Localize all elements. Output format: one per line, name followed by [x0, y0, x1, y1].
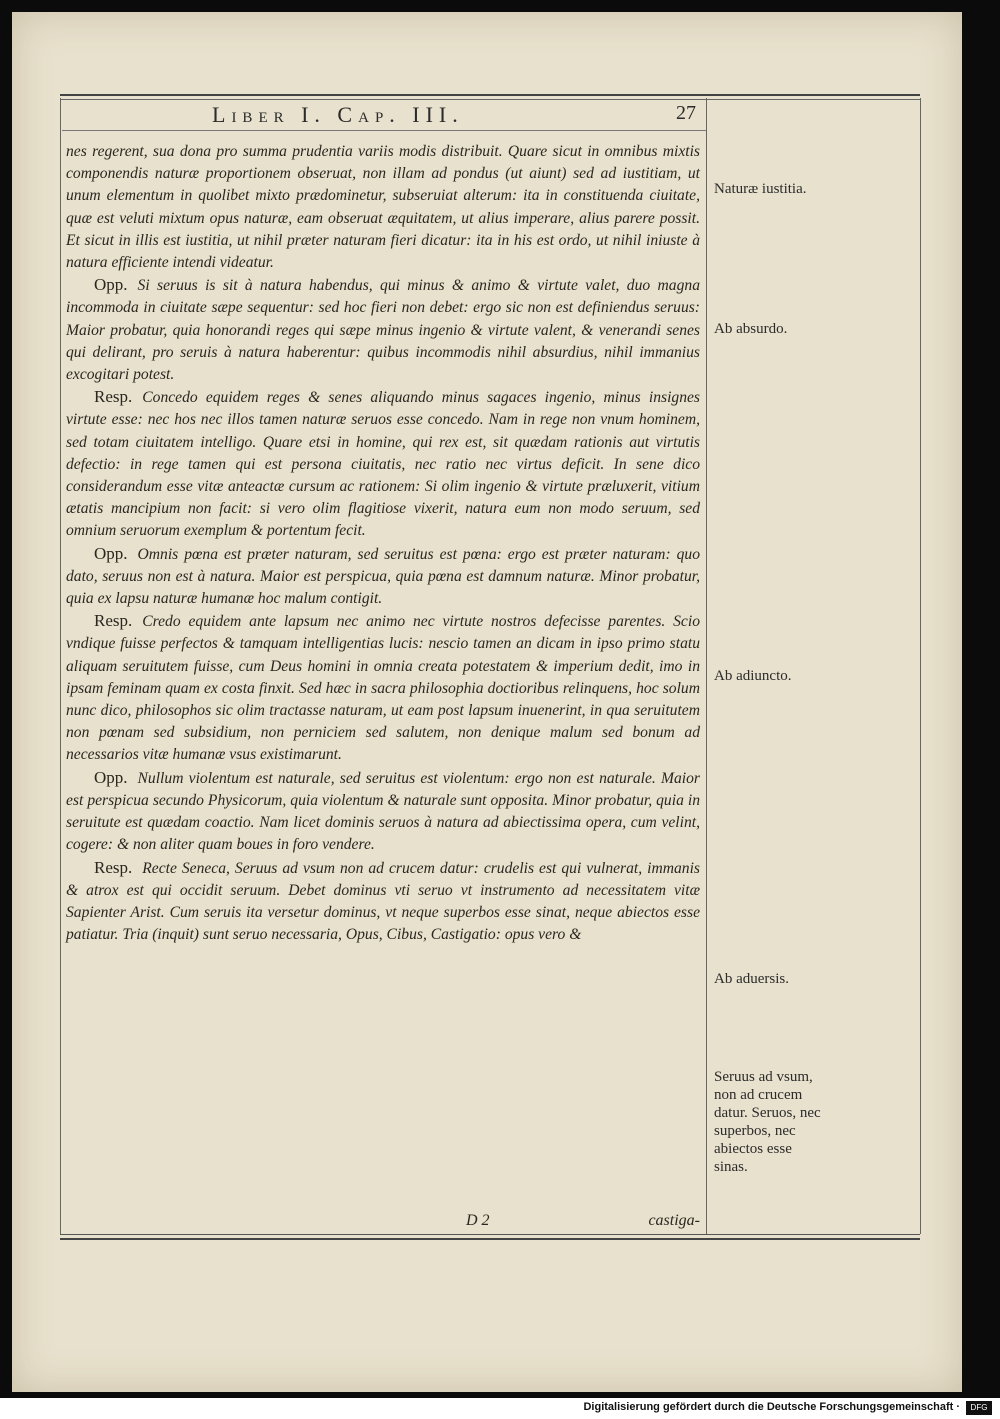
running-title: Liber I. Cap. III.	[212, 102, 464, 127]
paragraph	[66, 274, 700, 386]
paragraph-text: Si seruus is sit à natura habendus, qui minus & animo & virtute valet, duo magna incommoda in ciuitate sæpe sequentur: sed hoc fieri non debet: ergo sic non est definiendus seruus: Maior probatur, quia honorandi reges qui sæpe minus ingenio & virtute valent, & venerandi senes qui delirant, pro seruis à natura haberentur: quibus incommodis nihil absurdius, nihil immanius excogitari potest.	[66, 277, 700, 384]
paragraph	[66, 857, 700, 947]
bottom-rule	[60, 1234, 920, 1240]
scanned-page	[12, 12, 962, 1392]
paragraph-text: Recte Seneca, Seruus ad vsum non ad crucem datur: crudelis est qui vulnerat, immanis & atrox est qui occidit seruum. Debet dominus vti seruo vt instrumento ad necessitatem vitæ Sapienter Arist. Cum seruis ita versetur dominus, vt neque superbos esse sinat, neque abiectos esse patiatur. Tria (inquit) sunt seruo necessaria, Opus, Cibus, Castigatio: opus vero &	[66, 859, 700, 944]
paragraph-label: Opp.	[94, 543, 128, 563]
page-number: 27	[676, 102, 696, 124]
paragraph-label: Resp.	[94, 611, 133, 631]
margin-note: Seruus ad vsum, non ad crucem datur. Seruos, nec superbos, nec abiectos esse sinas.	[714, 1069, 821, 1175]
signature-mark: D 2	[466, 1212, 490, 1229]
margin-note: Ab adiuncto.	[714, 668, 792, 684]
paragraph-text: Credo equidem ante lapsum nec animo nec virtute nostros defecisse parentes. Scio vndique fuisse perfectos & tamquam intelligentias lucis: nescio tamen an dicam in ipso primo statu aliquam seruitutem fuisse, cum Deus homini in omnia creata potestatem & imperium dedit, imo in ipsam feminam quam ex costa finxit. Sed hæc in sacra philosophia doctioribus relinquens, hoc solum nunc dico, philosophos sic olim tractasse naturam, ut eam post lapsum inuenerint, in qua seruitutem non pœnam sed subsidium, non perniciem sed salutem, non denique malum sed bonum ad necessarios vitæ humanæ vsus existimarunt.	[66, 613, 700, 764]
paragraph	[66, 140, 700, 274]
paragraph-text: Nullum violentum est naturale, sed seruitus est violentum: ergo non est naturale. Maior est perspicua secundo Physicorum, quia violentum & naturale sunt opposita. Minor probatur, quia in seruitute est quædam coactio. Nam licet dominis seruos à natura ad abiectissima opera, cum velint, cogere: & non aliter quam boues in foro vendere.	[66, 769, 700, 854]
digitization-footer	[0, 1398, 1000, 1419]
paragraph-text: nes regerent, sua dona pro summa prudentia variis modis distribuit. Quare sicut in omnibus mixtis componendis naturæ proportionem obseruat, non illam ad pondus (ut aiunt) sed ad iustitiam, ut unum elementum in quolibet mixto prædominetur, subseruiat alterum: ita in constituenda ciuitate, quæ est veluti mixtum opus naturæ, eam obseruat æquitatem, ut alius imperare, alius parere possit. Et sicut in illis est iustitia, ut nihil præter naturam fieri dicatur: ita in his est ordo, ut nihil iniuste à natura efficiente intendi videatur.	[66, 143, 700, 272]
margin-note: Ab aduersis.	[714, 971, 789, 987]
margin-note: Naturæ iustitia.	[714, 181, 807, 197]
paragraph	[66, 386, 700, 542]
dfg-logo-icon: DFG	[966, 1401, 992, 1415]
margin-rule	[706, 98, 707, 1234]
running-header	[62, 100, 706, 131]
right-rule	[920, 98, 921, 1234]
funding-note: Digitalisierung gefördert durch die Deutsche Forschungsgemeinschaft ·	[583, 1401, 960, 1413]
paragraph	[66, 543, 700, 611]
left-rule	[60, 98, 61, 1234]
paragraph	[66, 610, 700, 766]
catch-line	[66, 1212, 700, 1234]
paragraph-label: Opp.	[94, 275, 128, 295]
paragraph	[66, 767, 700, 857]
paragraph-label: Opp.	[94, 767, 128, 787]
paragraph-label: Resp.	[94, 857, 133, 877]
margin-note: Ab absurdo.	[714, 321, 788, 337]
catchword: castiga-	[648, 1212, 700, 1229]
main-text	[66, 140, 700, 946]
paragraph-text: Omnis pœna est præter naturam, sed seruitus est pœna: ergo est præter naturam: quo dato, seruus non est à natura. Maior est perspicua, quia pœna est damnum naturæ. Minor probatur, quia ex lapsu naturæ humanæ hoc malum contigit.	[66, 545, 700, 608]
paragraph-label: Resp.	[94, 387, 133, 407]
paragraph-text: Concedo equidem reges & senes aliquando minus sagaces ingenio, minus insignes virtute esse: nec hos nec illos tamen naturæ seruos esse concedo. Nam in rege non vnum hominem, sed totam ciuitatem intelligo. Quare etsi in homine, qui rex est, sit quædam rationis aut virtutis defectio: in rege tamen qui est persona ciuitatis, nec ratio nec virtus deficit. In sene dico considerandum esse vitæ anteactæ cursum ac rationem: Si olim ingenio & virtute præluxerit, vitium ætatis mancipium non facit: si vero olim flagitiose vixerit, natura eum non modo seruum, sed omnium seruorum exemplum & portentum fecit.	[66, 389, 700, 540]
